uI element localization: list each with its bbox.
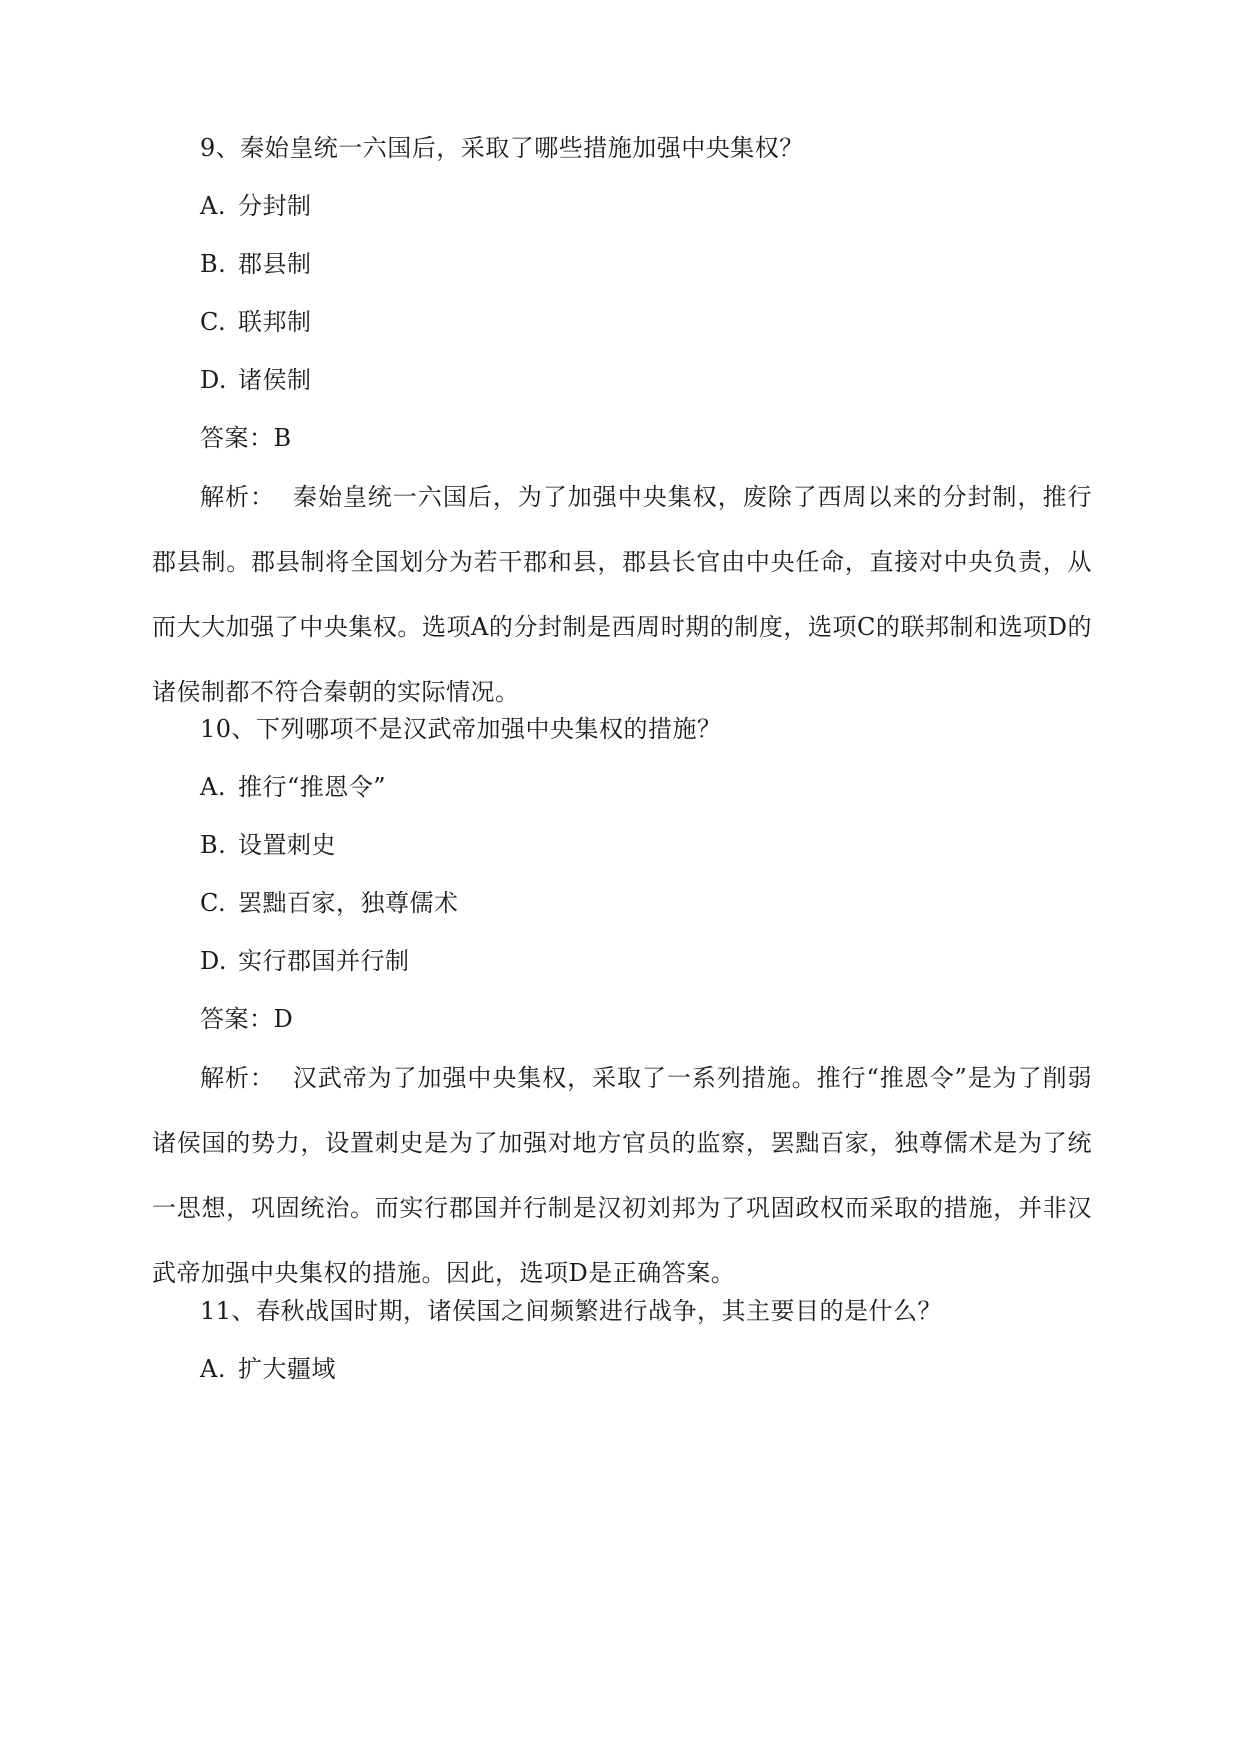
answer-value: B [273, 424, 292, 452]
question-10-option-a [200, 772, 386, 802]
question-10-analysis [152, 1046, 1092, 1306]
answer-value: D [273, 1005, 294, 1033]
option-letter: D. [200, 366, 228, 394]
option-letter: D. [200, 947, 228, 975]
question-9-option-c [200, 307, 312, 337]
option-text: 设置刺史 [238, 831, 336, 859]
option-text: 郡县制 [238, 250, 312, 278]
question-10-option-b [200, 830, 336, 860]
answer-label: 答案： [200, 424, 274, 452]
analysis-text: 汉武帝为了加强中央集权，采取了一系列措施。推行“推恩令”是为了削弱诸侯国的势力，设置刺史是为了加强对地方官员的监察，罢黜百家，独尊儒术是为了统一思想，巩固统治。而实行郡国并行制是汉初刘邦为了巩固政权而采取的措施，并非汉武帝加强中央集权的措施。因此，选项D是正确答案。 [152, 1064, 1092, 1287]
option-letter: C. [200, 308, 227, 336]
question-10-option-d [200, 946, 410, 976]
answer-label: 答案： [200, 1005, 274, 1033]
option-text: 推行“推恩令” [238, 773, 387, 801]
option-letter: A. [200, 192, 226, 220]
question-9-text: 9、秦始皇统一六国后，采取了哪些措施加强中央集权？ [200, 134, 804, 162]
option-text: 扩大疆域 [238, 1355, 336, 1383]
question-10-option-c [200, 888, 459, 918]
question-11-option-a [200, 1354, 336, 1384]
option-text: 联邦制 [238, 308, 312, 336]
option-text: 实行郡国并行制 [238, 947, 410, 975]
question-9-answer [200, 423, 292, 453]
option-letter: A. [200, 1355, 226, 1383]
question-9-option-d [200, 365, 312, 395]
option-letter: B. [200, 831, 227, 859]
analysis-text: 秦始皇统一六国后，为了加强中央集权，废除了西周以来的分封制，推行郡县制。郡县制将全国划分为若干郡和县，郡县长官由中央任命，直接对中央负责，从而大大加强了中央集权。选项A的分封制是西周时期的制度，选项C的联邦制和选项D的诸侯制都不符合秦朝的实际情况。 [152, 483, 1093, 706]
question-11-text: 11、春秋战国时期，诸侯国之间频繁进行战争，其主要目的是什么？ [200, 1297, 943, 1325]
option-letter: B. [200, 250, 227, 278]
analysis-label: 解析： [200, 1064, 275, 1092]
question-9-option-a [200, 191, 312, 221]
option-text: 分封制 [238, 192, 312, 220]
question-9-option-b [200, 249, 312, 279]
question-9-analysis [152, 465, 1092, 725]
option-text: 诸侯制 [238, 366, 312, 394]
question-10-answer [200, 1004, 293, 1034]
question-10-text: 10、下列哪项不是汉武帝加强中央集权的措施？ [200, 715, 722, 743]
option-letter: A. [200, 773, 226, 801]
option-letter: C. [200, 889, 227, 917]
option-text: 罢黜百家，独尊儒术 [238, 889, 459, 917]
analysis-label: 解析： [200, 483, 275, 511]
